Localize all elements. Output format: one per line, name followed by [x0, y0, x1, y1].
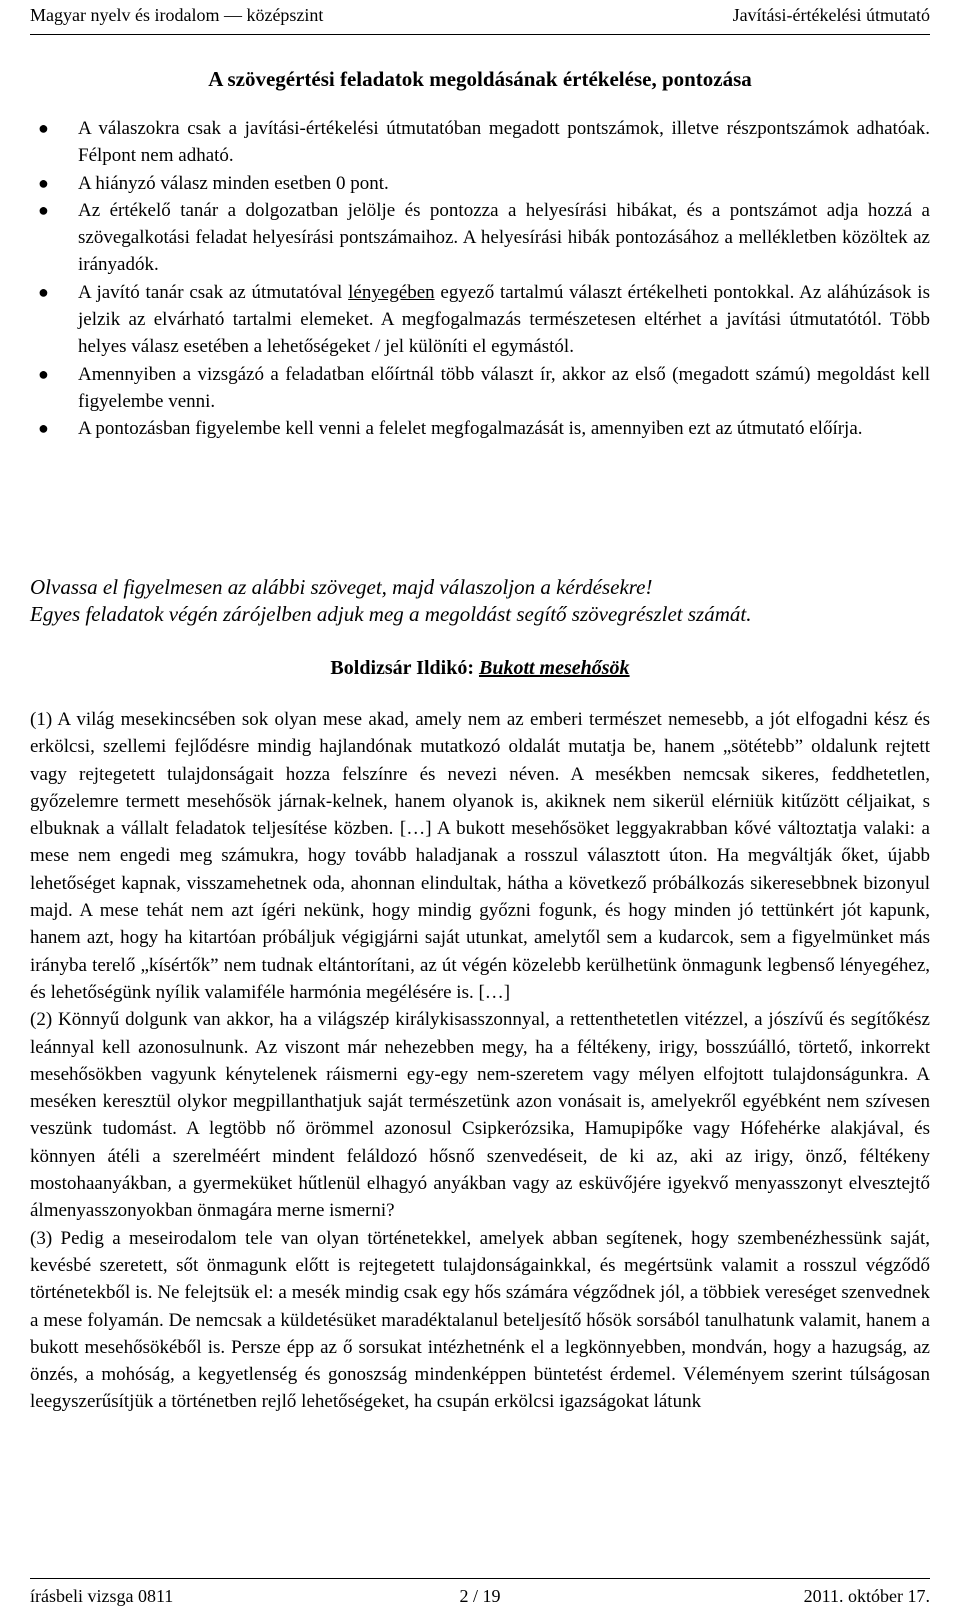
- bullet-icon: ●: [38, 363, 49, 384]
- bullet-icon: ●: [38, 418, 49, 439]
- footer-date: 2011. október 17.: [803, 1586, 930, 1606]
- footer-page-number: 2 / 19: [459, 1586, 501, 1606]
- instruction-line: Egyes feladatok végén zárójelben adjuk meg a megoldást segítő szövegrészlet számát.: [30, 602, 752, 626]
- rule-text: Az értékelő tanár a dolgozatban jelölje és pontozza a helyesírási hibákat, és a pontszámot adja hozzá a szövegalkotási feladat helyesírási pontszámaihoz. A helyesírási hibák pontozásához a mellékletben közöltek az irányadók.: [78, 199, 930, 276]
- rule-text: egyező tartalmú választ értékelheti pontokkal. Az aláhúzások is jelzik az elvárható tartalmi elemeket. A megfogalmazás természetesen eltérhet a javítási útmutatótól. Több helyes válasz esetében a lehetőségeket / jel különíti el egymástól.: [78, 281, 930, 358]
- text-paragraph-1: (1) A világ mesekincsében sok olyan mese akad, amely nem az emberi természet nemesebb, a jót elfogadni kész és erkölcsi, szellemi fejlődésre mindig hajlandónak mutatkozó oldalát mutatja be, hanem „sötétebb” oldalunk rejtett vagy rejtegetett tulajdonságait hozza felszínre és nevezi néven. A mesékben nemcsak sikeres, feddhetetlen, győzelemre termett mesehősök járnak-kelnek, hanem olyanok is, akiknek nem sikerül elérniük kitűzött céljaikat, s elbuknak a vállalt feladatok teljesítése közben. […] A bukott mesehősöket leggyakrabban kővé változtatja valaki: a mese nem engedi meg számukra, hogy tovább haladjanak a rosszul választott úton. Ha megváltják őket, újabb lehetőséget kapnak, visszamehetnek oda, ahonnan elindultak, hátha a következő próbálkozás sikeresebbnek bizonyul majd. A mese tehát nem azt ígéri nekünk, hogy mindig győzni fogunk, és hogy minden jó tettünkért jót kapunk, hanem azt, hogy ha kitartóan próbáljuk végigjárni saját utunkat, amelytől sem a kudarcok, sem a figyelmünket más irányba terelő „kísértők” nem tudnak eltántorítani, az út végén közelebb kerülhetünk önmagunk legbenső lényegéhez, és lehetőségünk nyílik valamiféle harmónia megélésére is. […]: [30, 709, 930, 1003]
- rule-item: [30, 361, 930, 416]
- text-title: [30, 655, 930, 681]
- rule-item: [30, 170, 930, 197]
- rule-text: A válaszokra csak a javítási-értékelési útmutatóban megadott pontszámok, illetve részpontszámok adhatóak. Félpont nem adható.: [78, 118, 930, 167]
- footer-exam-code: írásbeli vizsga 0811: [30, 1586, 174, 1606]
- page-footer: [30, 1578, 930, 1613]
- reading-instructions: [30, 574, 930, 628]
- bullet-icon: ●: [38, 281, 49, 302]
- reading-text: [30, 706, 930, 1416]
- section-title: A szövegértési feladatok megoldásának értékelése, pontozása: [208, 67, 752, 91]
- text-author: Boldizsár Ildikó:: [330, 657, 474, 679]
- rule-item: [30, 279, 930, 361]
- rule-underlined-term: lényegében: [348, 281, 435, 303]
- rule-item: [30, 197, 930, 279]
- rules-list: [30, 115, 930, 443]
- page-header: [30, 0, 930, 35]
- bullet-icon: ●: [38, 172, 49, 193]
- text-paragraph-3: (3) Pedig a meseirodalom tele van olyan történetekkel, amelyek abban segítenek, hogy szembenézhessünk saját, kevésbé szeretett, sőt önmagunk előtt is rejtegetett tulajdonságainkkal, és megértsünk valamit a rosszul végződő történetekből is. Ne felejtsük el: a mesék mindig csak egy hős számára végződnek jól, a többiek vereséget szenvednek a mese folyamán. De nemcsak a küldetésüket maradéktalanul beteljesítő hősök sorsából tanulhatunk valamit, hanem a bukott mesehősökéből is. Persze épp az ő sorsukat intézhetnénk el a legkönnyebben, mondván, hogy a hazugság, az önzés, a mohóság, a kegyetlenség és gonoszság mindenképpen büntetést érdemel. Véleményem szerint túlságosan leegyszerűsítjük a történetben rejlő lehetőségeket, ha csupán erkölcsi igazságokat látunk: [30, 1227, 930, 1413]
- bullet-icon: ●: [38, 199, 49, 220]
- rule-text: A pontozásban figyelembe kell venni a felelet megfogalmazását is, amennyiben ezt az útmutató előírja.: [78, 418, 863, 440]
- text-work-title: Bukott mesehősök: [478, 657, 630, 679]
- rule-item: [30, 415, 930, 442]
- header-subject: Magyar nyelv és irodalom — középszint: [30, 5, 324, 25]
- text-paragraph-2: (2) Könnyű dolgunk van akkor, ha a világszép királykisasszonnyal, a rettenthetetlen vitézzel, a jószívű és segítőkész leánnyal kell azonosulnunk. Az viszont már nehezebben megy, ha a féltékeny, irigy, bosszúálló, törtető, inkorrekt mesehősökben vagyunk kénytelenek ráismerni egy-egy nem-szeretem vagy mélyen elfojtott tulajdonságunkra. A meséken keresztül olykor megpillanthatjuk saját természetünk azon vonásait is, amelyekről egyébként nem szívesen veszünk tudomást. A legtöbb nő örömmel azonosul Csipkerózsika, Hamupipőke vagy Hófehérke alakjával, és könnyen átéli a szerelméért mindent feláldozó hősnő szenvedéseit, de ki az, aki az irigy, önző, féltékeny mostohaanyákban, a gyermeküket hűtlenül elhagyó anyákban vagy az esküvőjére igyekvő menyasszonyt elvesztejtő álmenyasszonyokban önmagára merne ismerni?: [30, 1009, 930, 1222]
- bullet-icon: ●: [38, 118, 49, 138]
- rule-item: [30, 115, 930, 170]
- rule-text: A hiányzó válasz minden esetben 0 pont.: [78, 172, 389, 194]
- instruction-line: Olvassa el figyelmesen az alábbi szöveget, majd válaszoljon a kérdésekre!: [30, 575, 653, 599]
- rule-text: A javító tanár csak az útmutatóval: [78, 281, 349, 303]
- header-document-type: Javítási-értékelési útmutató: [732, 5, 930, 25]
- rule-text: Amennyiben a vizsgázó a feladatban előírtnál több választ ír, akkor az első (megadott számú) megoldást kell figyelembe venni.: [78, 363, 930, 412]
